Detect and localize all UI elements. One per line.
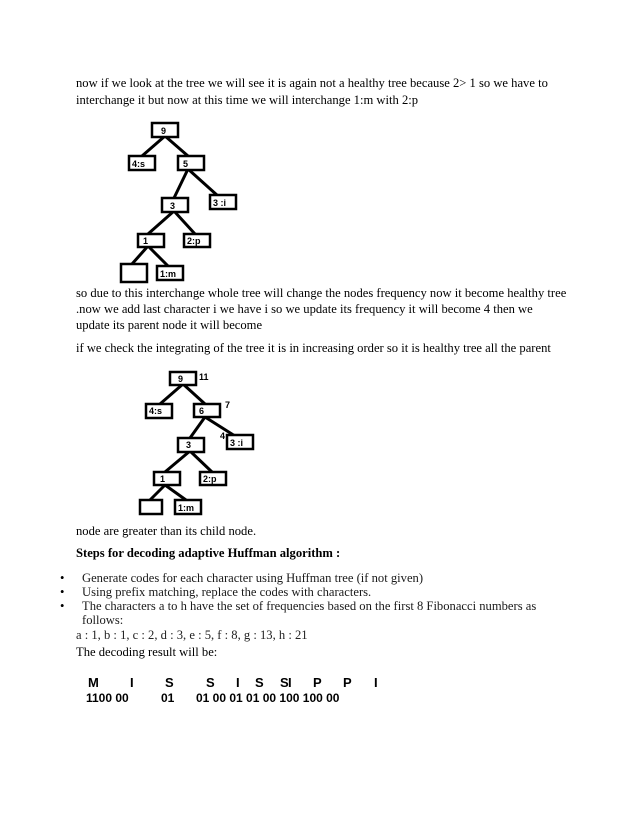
bullet-icon: • bbox=[60, 571, 65, 585]
paragraph-4-line-1: node are greater than its child node. bbox=[76, 524, 257, 538]
tree1-m-label: 1:m bbox=[160, 269, 177, 279]
frequencies-line: a : 1, b : 1, c : 2, d : 3, e : 5, f : 8, g : 13, h : 21 bbox=[76, 628, 308, 642]
tree2-root-update: 11 bbox=[199, 372, 209, 382]
tree2-i-update: 4 bbox=[220, 431, 226, 441]
bullet-icon: • bbox=[60, 599, 65, 613]
huffman-tree-1 bbox=[0, 118, 638, 288]
tree1-3-label: 3 bbox=[170, 201, 176, 211]
tree1-root-label: 9 bbox=[161, 126, 167, 136]
decoded-code: 1100 00 bbox=[86, 691, 129, 705]
tree1-node-1 bbox=[138, 234, 164, 247]
paragraph-2-line-2: .now we add last character i we have i so we update its frequency it will become 4 then we bbox=[76, 302, 533, 316]
paragraph-1-line-1: now if we look at the tree we will see it is again not a healthy tree because 2> 1 so we have to bbox=[76, 76, 548, 90]
decoded-letter: M bbox=[88, 675, 99, 690]
tree2-6-update: 7 bbox=[225, 400, 231, 410]
section-heading: Steps for decoding adaptive Huffman algorithm : bbox=[76, 546, 341, 560]
decoded-letter: S bbox=[165, 675, 174, 690]
decoded-code: 01 bbox=[161, 691, 175, 705]
tree2-node-empty bbox=[140, 500, 162, 514]
paragraph-2-line-3: update its parent node it will become bbox=[76, 318, 263, 332]
tree2-i-label: 3 :i bbox=[230, 438, 244, 448]
decoded-letter: I bbox=[374, 675, 378, 690]
paragraph-3-line-1: if we check the integrating of the tree it is in increasing order so it is healthy tree all the parent bbox=[76, 341, 551, 355]
decoded-letter: S bbox=[255, 675, 264, 690]
decoded-letter: S bbox=[206, 675, 215, 690]
tree1-p-label: 2:p bbox=[187, 236, 201, 246]
tree1-s-label: 4:s bbox=[132, 159, 146, 169]
tree2-3-label: 3 bbox=[186, 440, 192, 450]
decoded-letter: I bbox=[288, 675, 292, 690]
decoded-letter: I bbox=[236, 675, 240, 690]
tree2-root-label: 9 bbox=[178, 374, 184, 384]
decoding-result bbox=[0, 670, 638, 720]
decoded-code: 01 00 01 01 00 100 100 00 bbox=[196, 691, 340, 705]
tree2-node-6 bbox=[194, 404, 220, 417]
paragraph-2-line-1: so due to this interchange whole tree will change the nodes frequency now it become healthy tree bbox=[76, 286, 567, 300]
tree1-node-5 bbox=[178, 156, 204, 170]
paragraph-1-line-2: interchange it but now at this time we will interchange 1:m with 2:p bbox=[76, 93, 419, 107]
tree2-node-1 bbox=[154, 472, 180, 485]
tree1-i-label: 3 :i bbox=[213, 198, 227, 208]
tree2-m-label: 1:m bbox=[178, 503, 195, 513]
bullet-text: follows: bbox=[82, 613, 124, 627]
bullet-text: The characters a to h have the set of frequencies based on the first 8 Fibonacci numbers as bbox=[82, 599, 537, 613]
tree2-s-label: 4:s bbox=[149, 406, 163, 416]
decoded-letter: S bbox=[280, 675, 289, 690]
decoded-letter: P bbox=[343, 675, 352, 690]
tree1-1-label: 1 bbox=[143, 236, 149, 246]
decoding-intro: The decoding result will be: bbox=[76, 645, 218, 659]
tree2-p-label: 2:p bbox=[203, 474, 217, 484]
decoded-letter: I bbox=[130, 675, 134, 690]
bullet-icon: • bbox=[60, 585, 65, 599]
tree2-6-label: 6 bbox=[199, 406, 205, 416]
tree1-node-empty bbox=[121, 264, 147, 282]
tree1-5-label: 5 bbox=[183, 159, 189, 169]
tree2-1-label: 1 bbox=[160, 474, 166, 484]
decoded-letter: P bbox=[313, 675, 322, 690]
bullet-text: Generate codes for each character using Huffman tree (if not given) bbox=[82, 571, 424, 585]
huffman-tree-2 bbox=[0, 362, 638, 522]
bullet-text: Using prefix matching, replace the codes with characters. bbox=[82, 585, 372, 599]
